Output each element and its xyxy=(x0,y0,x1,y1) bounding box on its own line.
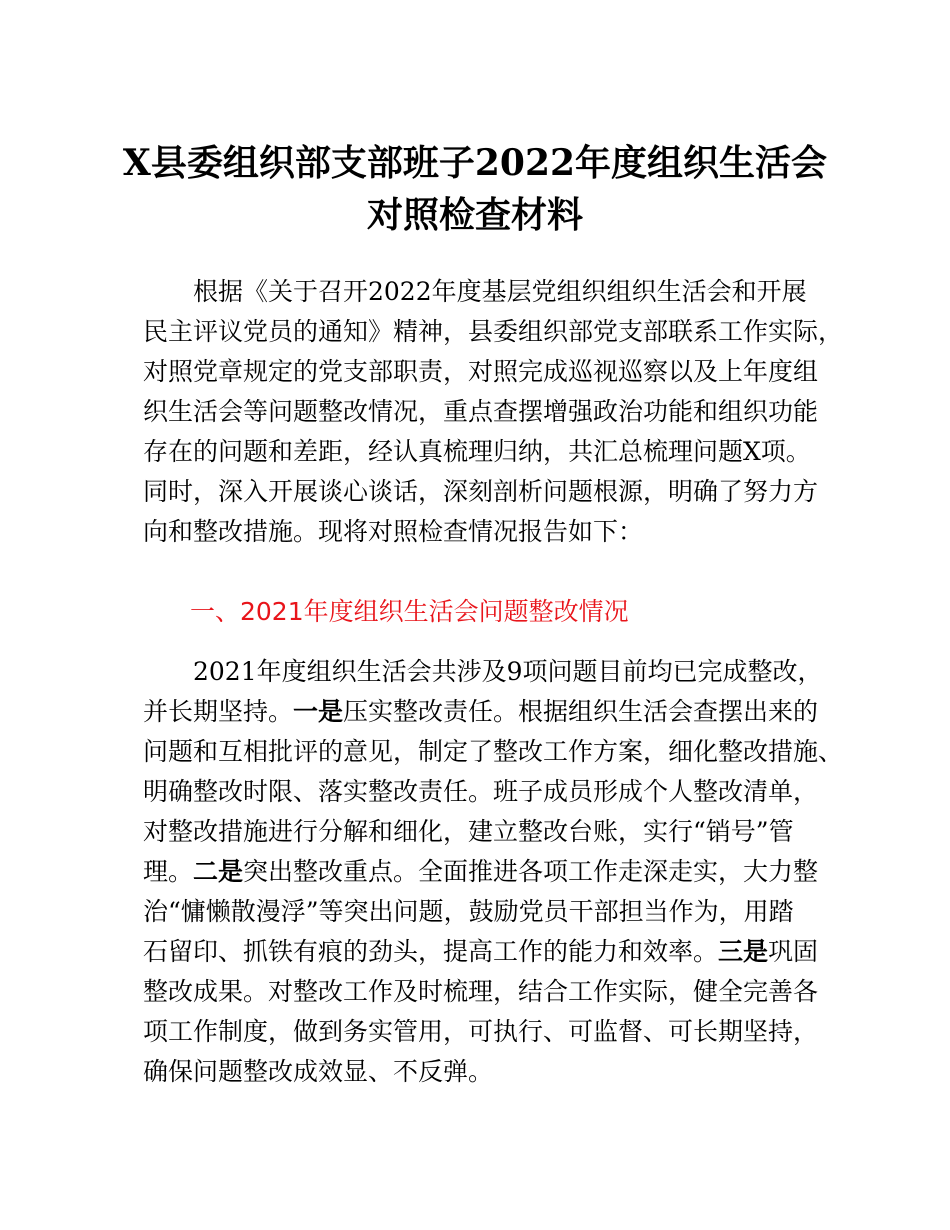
intro-line: 向和整改措施。现将对照检查情况报告如下： xyxy=(143,517,644,546)
section-line: 明确整改时限、落实整改责任。班子成员形成个人整改清单， xyxy=(143,777,819,806)
section-text: 巩固 xyxy=(768,937,819,966)
section-text: 理。 xyxy=(143,857,194,886)
intro-line: 同时，深入开展谈心谈话，深刻剖析问题根源，明确了努力方 xyxy=(143,477,819,506)
section-line: 项工作制度，做到务实管用，可执行、可监督、可长期坚持， xyxy=(143,1017,819,1046)
section-text: 突出整改重点。全面推进各项工作走深走实，大力整 xyxy=(243,857,819,886)
intro-line: 织生活会等问题整改情况，重点查摆增强政治功能和组织功能 xyxy=(143,397,819,426)
document-title-line-2: 对照检查材料 xyxy=(366,194,583,236)
document-title-line-1: X县委组织部支部班子2022年度组织生活会 xyxy=(122,142,828,184)
section-heading: 一、2021年度组织生活会问题整改情况 xyxy=(190,597,629,626)
intro-line: 民主评议党员的通知》精神，县委组织部党支部联系工作实际， xyxy=(143,317,844,346)
intro-line: 对照党章规定的党支部职责，对照完成巡视巡察以及上年度组 xyxy=(143,357,819,386)
section-text: 并长期坚持。 xyxy=(143,697,294,726)
section-line: 对整改措施进行分解和细化，建立整改台账，实行“销号”管 xyxy=(143,817,794,846)
section-line: 问题和互相批评的意见，制定了整改工作方案，细化整改措施、 xyxy=(143,737,844,766)
section-line xyxy=(143,696,818,728)
bold-marker: 三是 xyxy=(718,937,769,966)
section-line xyxy=(143,856,818,888)
bold-marker: 一是 xyxy=(293,697,344,726)
section-text: 石留印、抓铁有痕的劲头，提高工作的能力和效率。 xyxy=(143,937,719,966)
section-line: 整改成果。对整改工作及时梳理，结合工作实际，健全完善各 xyxy=(143,977,819,1006)
section-line xyxy=(143,936,818,968)
intro-line: 存在的问题和差距，经认真梳理归纳，共汇总梳理问题X项。 xyxy=(143,437,811,466)
bold-marker: 二是 xyxy=(193,857,244,886)
section-line: 确保问题整改成效显、不反弹。 xyxy=(143,1057,494,1086)
section-line: 治“慵懒散漫浮”等突出问题，鼓励党员干部担当作为，用踏 xyxy=(143,897,794,926)
section-line: 2021年度组织生活会共涉及9项问题目前均已完成整改， xyxy=(193,657,823,686)
intro-line: 根据《关于召开2022年度基层党组织组织生活会和开展 xyxy=(193,277,807,306)
section-text: 压实整改责任。根据组织生活会查摆出来的 xyxy=(343,697,819,726)
